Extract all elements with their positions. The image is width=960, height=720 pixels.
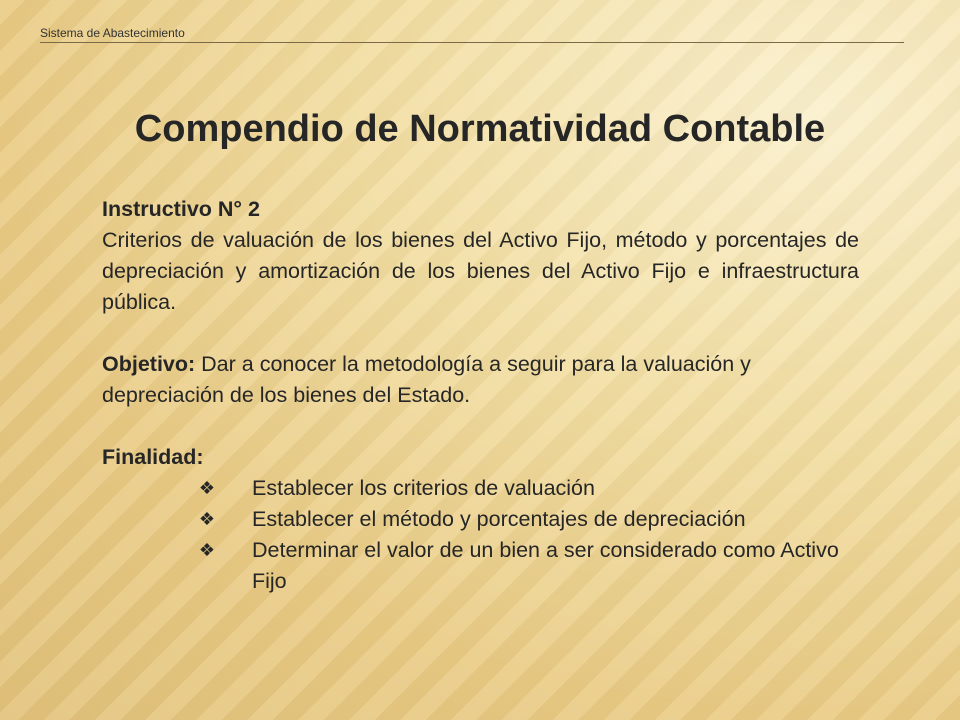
instructivo-heading: Instructivo N° 2 xyxy=(102,197,260,221)
list-item-text: Establecer los criterios de valuación xyxy=(252,476,595,500)
header-divider xyxy=(40,42,904,43)
instructivo-text: Criterios de valuación de los bienes del Activo Fijo, método y porcentajes de depreciación y amortización de los bienes del Activo Fijo e infraestructura pública. xyxy=(102,228,859,314)
objetivo-label: Objetivo: xyxy=(102,352,196,376)
diamond-bullet-icon: ❖ xyxy=(198,509,216,529)
objetivo-text: Dar a conocer la metodología a seguir para la valuación y depreciación de los bienes del Estado. xyxy=(102,352,751,407)
diamond-bullet-icon: ❖ xyxy=(198,478,216,498)
content-body xyxy=(102,194,859,597)
page-title: Compendio de Normatividad Contable xyxy=(134,108,826,150)
spacer xyxy=(102,411,859,442)
list-item xyxy=(102,473,859,504)
list-item xyxy=(102,535,859,597)
spacer xyxy=(102,318,859,349)
list-item-text: Establecer el método y porcentajes de depreciación xyxy=(252,507,746,531)
header-text: Sistema de Abastecimiento xyxy=(40,26,185,40)
list-item-text: Determinar el valor de un bien a ser considerado como Activo Fijo xyxy=(252,538,839,593)
finalidad-label: Finalidad: xyxy=(102,445,204,469)
list-item xyxy=(102,504,859,535)
objetivo-paragraph xyxy=(102,349,859,411)
diamond-bullet-icon: ❖ xyxy=(198,540,216,560)
